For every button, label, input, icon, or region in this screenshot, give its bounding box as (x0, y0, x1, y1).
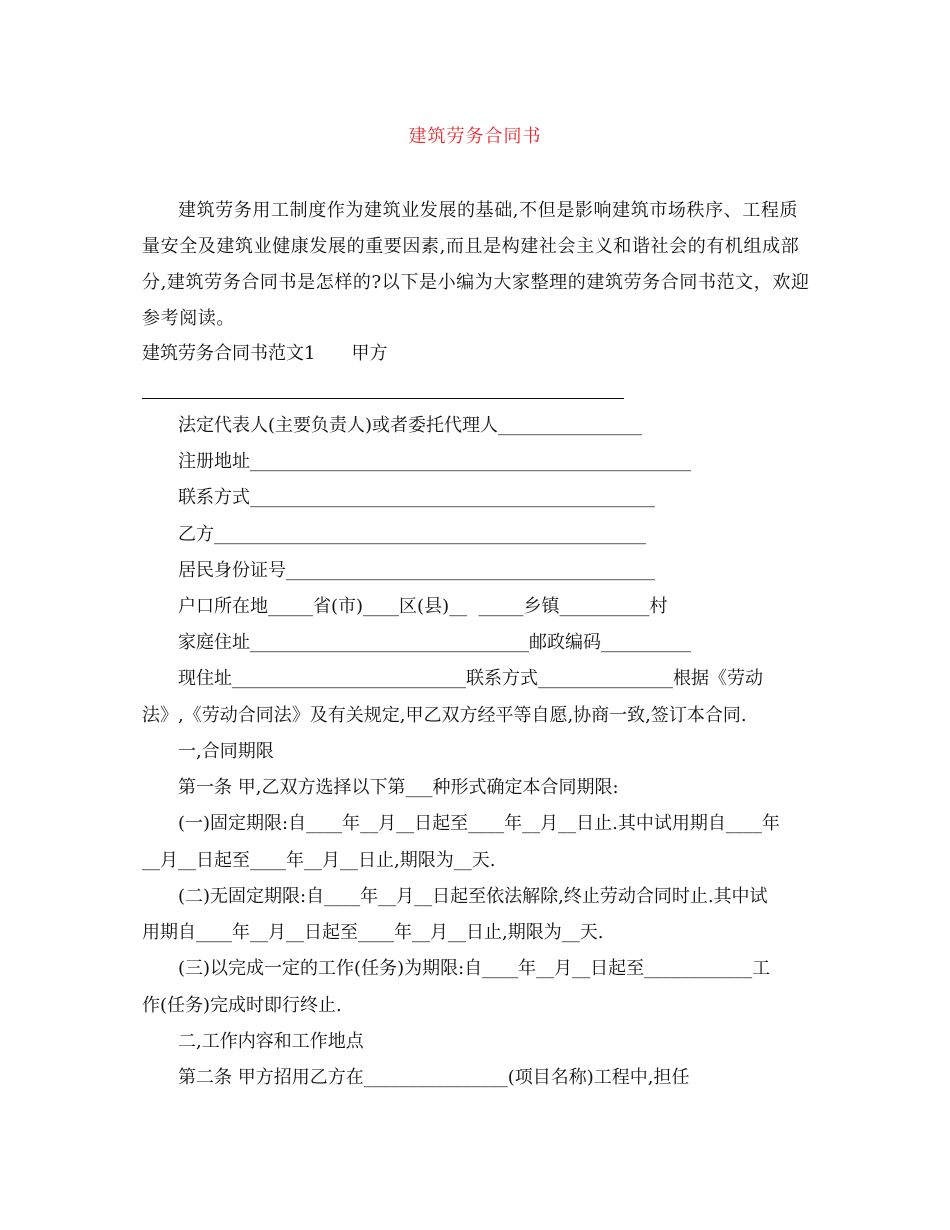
contact-a-field: 联系方式_____________________________________________ (178, 487, 655, 508)
document-title: 建筑劳务合同书 (408, 126, 542, 147)
party-b-field: 乙方________________________________________________ (178, 524, 646, 545)
current-address-field: 现住址__________________________联系方式_______________根据《劳动 (178, 668, 763, 689)
option2-line2: 用期自____年__月__日起至____年__月__日止,期限为__天. (142, 922, 604, 943)
home-address-field: 家庭住址_______________________________邮政编码__________ (178, 632, 691, 653)
option2-line1: (二)无固定期限:自____年__月__日起至依法解除,终止劳动合同时止.其中试 (178, 886, 768, 907)
option1-line1: (一)固定期限:自____年__月__日起至____年__月__日止.其中试用期自____年 (178, 813, 780, 834)
id-number-field: 居民身份证号_________________________________________ (178, 560, 655, 581)
sample-heading: 建筑劳务合同书范文1 甲方 (142, 343, 388, 364)
option3-line2: 作(任务)完成时即行终止. (142, 995, 342, 1016)
section1-heading: 一,合同期限 (178, 741, 274, 762)
option1-line2: __月__日起至____年__月__日止,期限为__天. (142, 850, 496, 871)
current-address-continued: 法》,《劳动合同法》及有关规定,甲乙双方经平等自愿,协商一致,签订本合同. (142, 705, 747, 726)
registered-address-field: 注册地址_________________________________________________ (178, 451, 691, 472)
option3-line1: (三)以完成一定的工作(任务)为期限:自____年__月__日起至____________工 (178, 958, 771, 979)
party-a-blank-line (142, 398, 624, 399)
legal-representative-field: 法定代表人(主要负责人)或者委托代理人________________ (178, 415, 643, 436)
article2: 第二条 甲方招用乙方在________________(项目名称)工程中,担任 (178, 1067, 690, 1088)
section2-heading: 二,工作内容和工作地点 (178, 1031, 364, 1052)
intro-paragraph: 建筑劳务用工制度作为建筑业发展的基础,不但是影响建筑市场秩序、工程质量安全及建筑业健康发展的重要因素,而且是构建社会主义和谐社会的有机组成部分,建筑劳务合同书是怎样的?以下是小编为大家整理的建筑劳务合同书范文，欢迎参考阅读。 (142, 200, 810, 329)
hukou-field: 户口所在地_____省(市)____区(县)__ _____乡镇__________村 (178, 596, 668, 617)
article1: 第一条 甲,乙双方选择以下第___种形式确定本合同期限: (178, 777, 619, 798)
